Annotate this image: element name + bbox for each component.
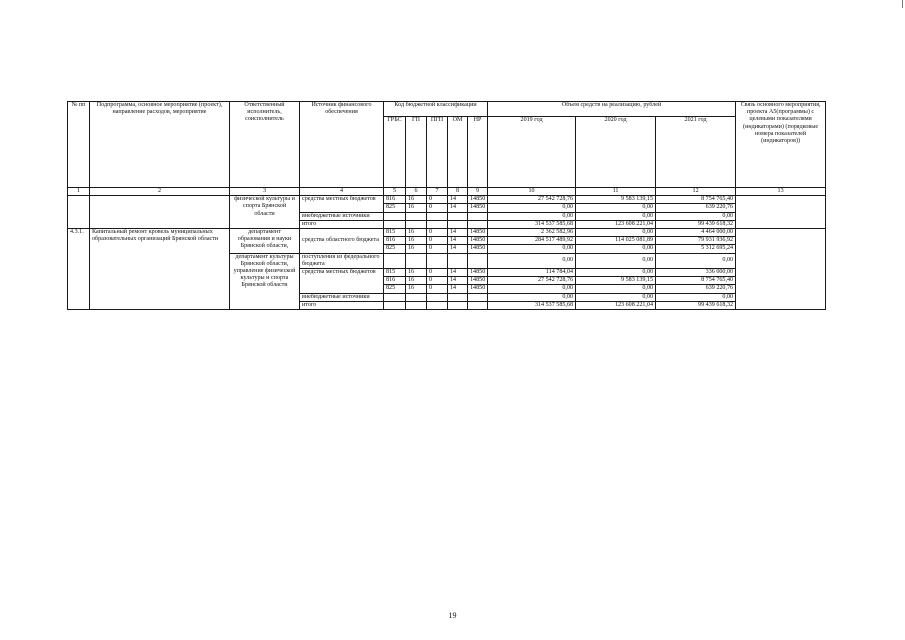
total-2020: 123 608 221,04: [576, 301, 656, 309]
value-2020: 0,00: [576, 245, 656, 253]
link-cell: [736, 196, 826, 229]
value-2021: 336 000,00: [656, 269, 736, 277]
value-2021: 0,00: [656, 293, 736, 301]
table-row: [68, 229, 826, 237]
source-cell: средства областного бюджета: [300, 229, 384, 254]
source-cell: внебюджетные источники: [300, 212, 384, 220]
nr-cell: 14850: [468, 285, 488, 293]
gp-cell: 16: [406, 229, 427, 237]
source-cell: внебюджетные источники: [300, 293, 384, 301]
item-executor-a: департамент образования и науки Брянской области,: [230, 229, 300, 254]
table-row: [68, 196, 826, 204]
value-2020: 0,00: [576, 204, 656, 212]
col-number: 12: [656, 188, 736, 196]
source-cell: средства местных бюджетов: [300, 269, 384, 294]
grbs-cell: 816: [384, 277, 406, 285]
value-2021: 0,00: [656, 253, 736, 268]
top-program-cell: [90, 196, 230, 229]
gp-cell: 16: [406, 277, 427, 285]
value-2019: 0,00: [488, 245, 576, 253]
nr-cell: 14850: [468, 237, 488, 245]
grbs-cell: 825: [384, 245, 406, 253]
value-2020: 9 583 139,15: [576, 196, 656, 204]
header-2021: 2021 год: [656, 117, 736, 188]
col-number: 11: [576, 188, 656, 196]
nr-cell: 14850: [468, 196, 488, 204]
source-cell: итого: [300, 220, 384, 228]
col-number: 2: [90, 188, 230, 196]
grbs-cell: 816: [384, 237, 406, 245]
header-2019: 2019 год: [488, 117, 576, 188]
item-num: 4.3.1.: [68, 229, 90, 310]
om-cell: 14: [448, 277, 468, 285]
grbs-cell: 825: [384, 285, 406, 293]
value-2019: 27 542 728,76: [488, 277, 576, 285]
value-2019: 284 517 489,92: [488, 237, 576, 245]
header-volume: Объем средств на реализацию, рублей: [488, 102, 736, 117]
header-grbs: ГРБС: [384, 117, 406, 188]
col-number: 4: [300, 188, 384, 196]
om-cell: 14: [448, 237, 468, 245]
grbs-cell: 815: [384, 269, 406, 277]
pgp-cell: 0: [427, 204, 448, 212]
col-number: 3: [230, 188, 300, 196]
value-2019: 0,00: [488, 293, 576, 301]
nr-cell: 14850: [468, 277, 488, 285]
gp-cell: 16: [406, 269, 427, 277]
col-number: 6: [406, 188, 427, 196]
gp-cell: 16: [406, 196, 427, 204]
top-num-cell: [68, 196, 90, 229]
value-2019: 114 784,04: [488, 269, 576, 277]
header-om: ОМ: [448, 117, 468, 188]
top-executor: физической культуры и спорта Брянской области: [230, 196, 300, 229]
nr-cell: 14850: [468, 229, 488, 237]
item-executor-b: департамент культуры Брянской области, управление физической культуры и спорта Брянской области: [230, 253, 300, 309]
nr-cell: 14850: [468, 269, 488, 277]
value-2019: 2 362 582,96: [488, 229, 576, 237]
value-2020: 0,00: [576, 229, 656, 237]
value-2021: 639 220,76: [656, 285, 736, 293]
source-cell: итого: [300, 301, 384, 309]
gp-cell: 16: [406, 237, 427, 245]
value-2021: 639 220,76: [656, 204, 736, 212]
value-2020: 0,00: [576, 285, 656, 293]
source-cell: поступления из федерального бюджета: [300, 253, 384, 268]
om-cell: 14: [448, 229, 468, 237]
pgp-cell: 0: [427, 229, 448, 237]
pgp-cell: 0: [427, 277, 448, 285]
value-2019: 0,00: [488, 285, 576, 293]
header-executor: Ответственный исполнитель, соисполнитель: [230, 102, 300, 188]
value-2019: 0,00: [488, 204, 576, 212]
pgp-cell: 0: [427, 237, 448, 245]
value-2019: 27 542 728,76: [488, 196, 576, 204]
col-number: 13: [736, 188, 826, 196]
gp-cell: 16: [406, 204, 427, 212]
value-2021: 8 754 765,40: [656, 196, 736, 204]
grbs-cell: 815: [384, 229, 406, 237]
col-number: 1: [68, 188, 90, 196]
page-number: 19: [448, 611, 457, 620]
total-2020: 123 608 221,04: [576, 220, 656, 228]
value-2020: 0,00: [576, 253, 656, 268]
total-2019: 314 537 585,68: [488, 301, 576, 309]
item-name: Капитальный ремонт кровель муниципальных образовательных организаций Брянской области: [90, 229, 230, 310]
value-2020: 0,00: [576, 212, 656, 220]
value-2020: 114 025 081,89: [576, 237, 656, 245]
pgp-cell: 0: [427, 269, 448, 277]
budget-table: [67, 101, 826, 310]
value-2019: 0,00: [488, 253, 576, 268]
source-cell: средства местных бюджетов: [300, 196, 384, 212]
header-pgp: ПГП: [427, 117, 448, 188]
header-link: Связь основного мероприятия, проекта А5(программы) с целевыми показателями (индикаторами) (порядковые номера показателей (индикаторов)): [736, 102, 826, 188]
om-cell: 14: [448, 196, 468, 204]
value-2020: 9 583 139,15: [576, 277, 656, 285]
total-2021: 99 439 618,32: [656, 301, 736, 309]
header-gp: ГП: [406, 117, 427, 188]
grbs-cell: 825: [384, 204, 406, 212]
om-cell: 14: [448, 245, 468, 253]
om-cell: 14: [448, 285, 468, 293]
header-num: № пп: [68, 102, 90, 188]
pgp-cell: 0: [427, 196, 448, 204]
header-nr: НР: [468, 117, 488, 188]
grbs-cell: 816: [384, 196, 406, 204]
col-number: 9: [468, 188, 488, 196]
col-number: 10: [488, 188, 576, 196]
col-number: 8: [448, 188, 468, 196]
total-2021: 99 439 618,32: [656, 220, 736, 228]
total-2019: 314 537 585,68: [488, 220, 576, 228]
header-program: Подпрограмма, основное мероприятие (проект), направление расходов, мероприятие: [90, 102, 230, 188]
col-number: 7: [427, 188, 448, 196]
pgp-cell: 0: [427, 285, 448, 293]
value-2021: 79 931 936,92: [656, 237, 736, 245]
header-2020: 2020 год: [576, 117, 656, 188]
nr-cell: 14850: [468, 204, 488, 212]
value-2021: 0,00: [656, 212, 736, 220]
value-2019: 0,00: [488, 212, 576, 220]
pgp-cell: 0: [427, 245, 448, 253]
header-bcc: Код бюджетной классификации: [384, 102, 488, 117]
value-2020: 0,00: [576, 293, 656, 301]
value-2021: 4 464 000,00: [656, 229, 736, 237]
col-number: 5: [384, 188, 406, 196]
value-2021: 5 312 695,24: [656, 245, 736, 253]
scan-edge-mark: [902, 0, 903, 8]
header-source: Источник финансового обеспечения: [300, 102, 384, 188]
gp-cell: 16: [406, 285, 427, 293]
om-cell: 14: [448, 269, 468, 277]
nr-cell: 14850: [468, 245, 488, 253]
gp-cell: 16: [406, 245, 427, 253]
link-cell: [736, 229, 826, 310]
column-number-row: [68, 188, 826, 196]
value-2021: 8 754 765,40: [656, 277, 736, 285]
om-cell: 14: [448, 204, 468, 212]
value-2020: 0,00: [576, 269, 656, 277]
